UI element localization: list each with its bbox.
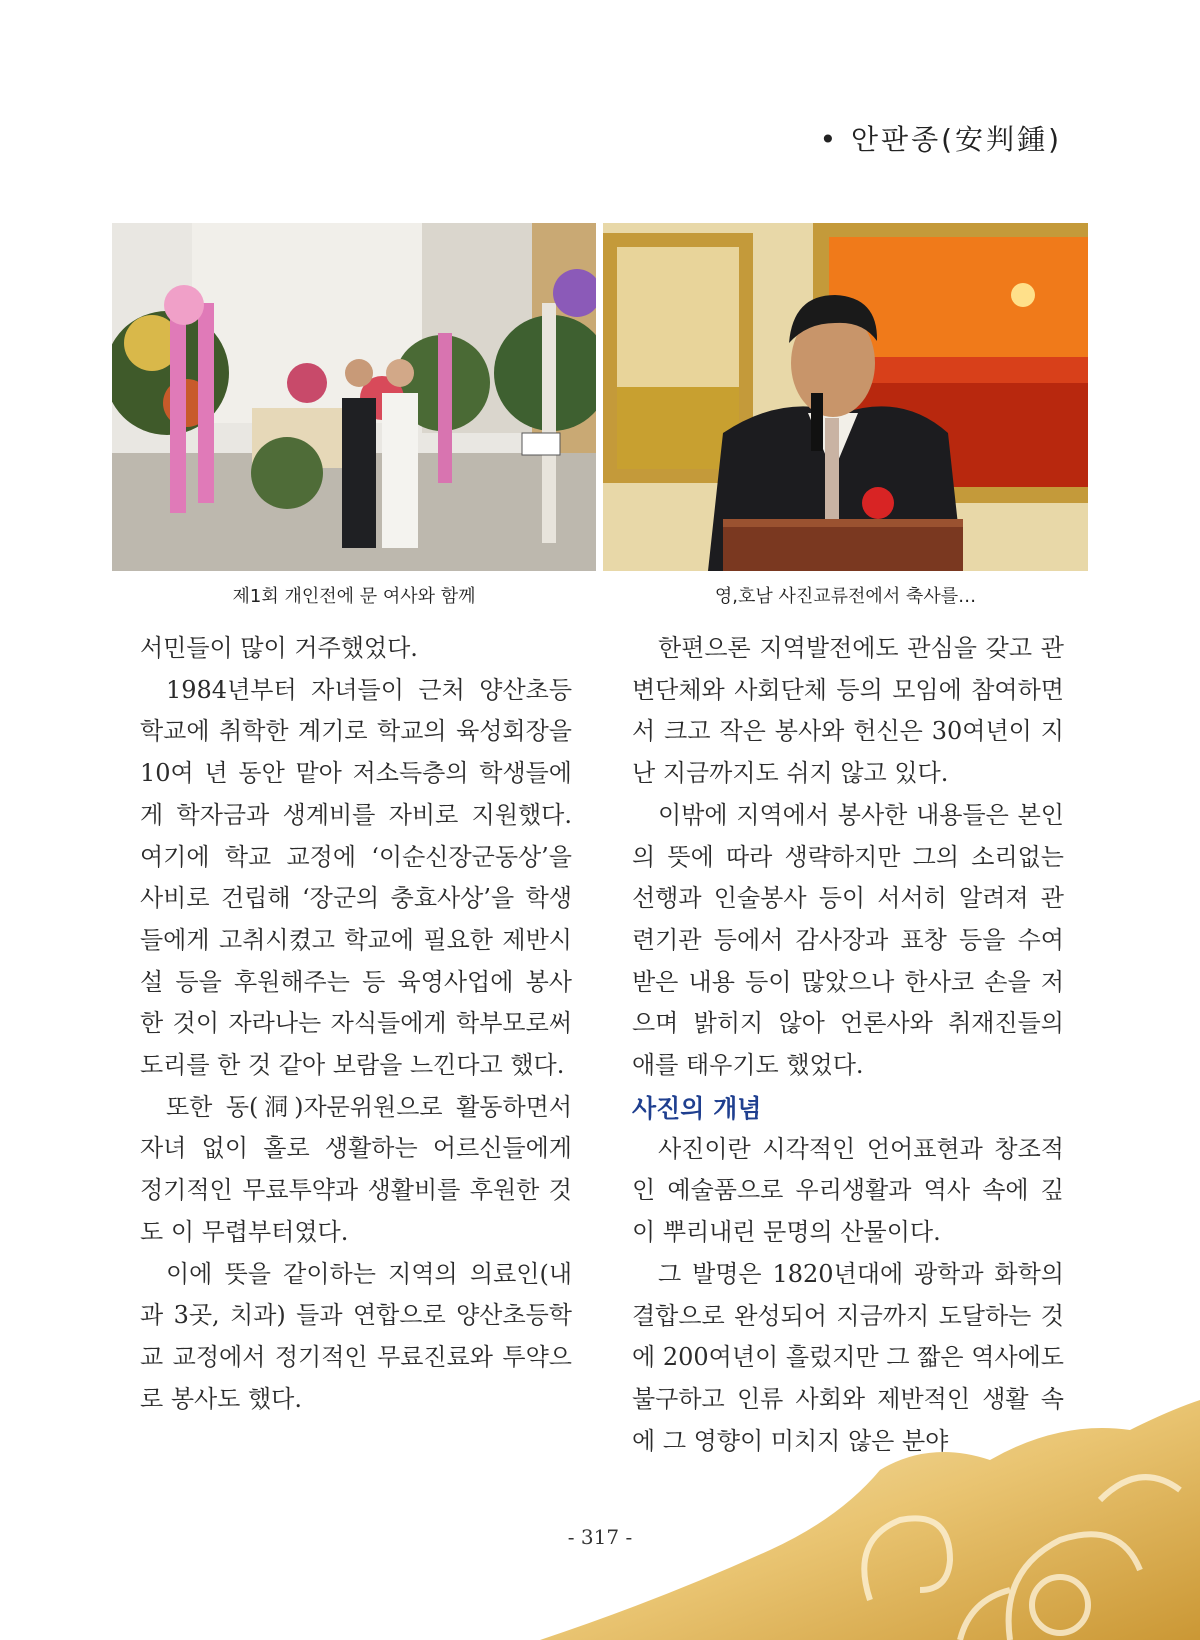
speech-photo-illustration: [603, 223, 1088, 571]
photo-exhibition-entrance: [112, 223, 596, 571]
section-heading: 사진의 개념: [632, 1093, 762, 1123]
left-text-column: [140, 628, 572, 1420]
page-header-title: • 안판종(安判鍾): [819, 123, 1062, 156]
corner-ornament-decoration: [540, 1400, 1200, 1640]
photo-caption-right: 영,호남 사진교류전에서 축사를…: [714, 586, 977, 607]
page-number: - 317 -: [567, 1525, 633, 1549]
body-paragraph: 한편으론 지역발전에도 관심을 갖고 관변단체와 사회단체 등의 모임에 참여하면서 크고 작은 봉사와 헌신은 30여년이 지난 지금까지도 쉬지 않고 있다.: [632, 634, 1064, 788]
body-paragraph: 또한 동(洞)자문위원으로 활동하면서 자녀 없이 홀로 생활하는 어르신들에게 정기적인 무료투약과 생활비를 후원한 것도 이 무렵부터였다.: [140, 1092, 572, 1246]
body-paragraph: 1984년부터 자녀들이 근처 양산초등학교에 취학한 계기로 학교의 육성회장을 10여 년 동안 맡아 저소득층의 학생들에게 학자금과 생계비를 자비로 지원했다. 여기에 학교 교정에 ‘이순신장군동상’을 사비로 건립해 ‘장군의 충효사상’을 학생들에게 고취시켰고 학교에 필요한 제반시설 등을 후원해주는 등 육영사업에 봉사한 것이 자라나는 자식들에게 학부모로써 도리를 한 것 같아 보람을 느낀다고 했다.: [140, 675, 572, 1080]
body-paragraph: 이밖에 지역에서 봉사한 내용들은 본인의 뜻에 따라 생략하지만 그의 소리없는 선행과 인술봉사 등이 서서히 알려져 관련기관 등에서 감사장과 표창 등을 수여받은 내용 등이 많았으나 한사코 손을 저으며 밝히지 않아 언론사와 취재진들의 애를 태우기도 했었다.: [632, 800, 1064, 1080]
exhibition-photo-illustration: [112, 223, 596, 571]
body-paragraph: 사진이란 시각적인 언어표현과 창조적인 예술품으로 우리생활과 역사 속에 깊이 뿌리내린 문명의 산물이다.: [632, 1134, 1064, 1247]
photo-speech-podium: [603, 223, 1088, 571]
photo-caption-left: 제1회 개인전에 문 여사와 함께: [232, 586, 476, 607]
body-paragraph: 서민들이 많이 거주했었다.: [140, 634, 418, 662]
body-paragraph: 그 발명은 1820년대에 광학과 화학의 결합으로 완성되어 지금까지 도달하는 것에 200여년이 흘렀지만 그 짧은 역사에도 불구하고 인류 사회와 제반적인 생활 속에 그 영향이 미치지 않은 분야: [632, 1259, 1064, 1455]
right-text-column: [632, 628, 1064, 1462]
body-paragraph: 이에 뜻을 같이하는 지역의 의료인(내과 3곳, 치과) 들과 연합으로 양산초등학교 교정에서 정기적인 무료진료와 투약으로 봉사도 했다.: [140, 1259, 572, 1413]
